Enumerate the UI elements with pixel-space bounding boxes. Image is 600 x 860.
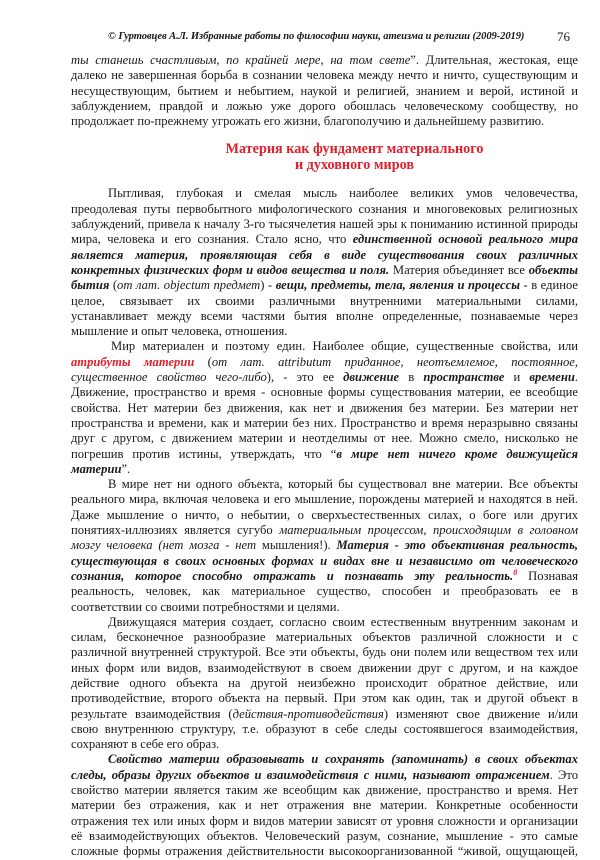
quote-italic: ты станешь счастливым, по крайней мере, на том свете <box>71 53 411 67</box>
intro-paragraph: ты станешь счастливым, по крайней мере, на том свете”. Длительная, жестокая, еще далеко не завершенная борьба в сознании человека между нечто и ничто, существующим и несуществующим, бытием и небытием, наукой и религией, знанием и верой, истиной и заблуждением, правдой и ложью уже дорого обошлась человеческому сообществу, но продолжает по-прежнему угрожать его жизни, благополучию и дальнейшему развитию. <box>71 53 578 129</box>
running-header <box>70 31 570 47</box>
document-body <box>71 53 578 860</box>
paragraph-3: В мире нет ни одного объекта, который бы существовал вне материи. Все объекты реального мира, включая человека и его мышление, порождены материей и находятся в ней. Даже мышление о ничто, о небытии, о сверхъестественных силах, о боге или других понятиях-иллюзиях является сугубо материальным процессом, происходящим в головном мозгу человека (нет мозга - нет мышления!). Материя - это объективная реальность, существующая в своих основных формах и видах вне и независимо от человеческого сознания, которое способно отражать и познавать эту реальность.$^8$ Познавая реальность, человек, как материальное существо, способен и преобразовать ее в соответствии со своими потребностями и целями. <box>71 477 579 614</box>
header-title: © Гуртовцев А.Л. Избранные работы по философии науки, атеизма и религии (2009-2019) <box>108 31 525 42</box>
highlighted-term: атрибуты материи <box>71 354 195 369</box>
paragraph-4: Движущаяся материя создает, согласно своим естественным внутренним законам и силам, бесконечное разнообразие материальных объектов различной сложности и с различной внутренней структурой. Все эти объекты, будь они полем или веществом тех или иных форм или видов, взаимодействуют в своем движении друг с другом, и на каждое действие одного объекта на другой неизбежно происходит обратное действие, или противодействие, второго объекта на первый. При этом как один, так и другой объект в результате взаимодействия (действия-противодействия) изменяют свое движение и/или свою внутреннюю структуру, т.е. образуют в себе следы состоявшегося взаимодействия, сохраняют в себе его образ. <box>71 614 578 752</box>
paragraph-1: Пытливая, глубокая и смелая мысль наиболее великих умов человечества, преодолевая путы первобытного мифологического сознания и многовековых религиозных заблуждений, привела к началу 3-го тысячелетия нашей эры к пониманию истинной природы мира, человека и его сознания. Стало ясно, что единственной основой реального мира является материя, проявляющая себя в виде существования своих различных конкретных физических форм и видов вещества и поля. Материя объединяет все объекты бытия (от лат. objectum предмет) - вещи, предметы, тела, явления и процессы - в единое целое, связывает их своими различными внутренними материальными силами, устанавливает между всеми частями бытия вполне определенные, познаваемые через мышление и опыт человека, отношения. <box>71 186 579 339</box>
footnote-reference[interactable]: 8 <box>513 567 518 577</box>
page-number: 76 <box>557 29 570 44</box>
paragraph-2: Мир материален и поэтому един. Наиболее общие, существенные свойства, или атрибуты материи (от лат. attributum приданное, неотъемлемое, постоянное, существенное свойство чего-либо), - это ее движение в пространстве и времени. Движение, пространство и время - основные формы существования материи, ее всеобщие свойства. Нет материи без движения, как нет и движения без материи. Без материи нет пространства и времени, как и материи без них. Пространство и время неразрывно связаны друг с другом, с движением материи и неотделимы от нее. Можно смело, нисколько не погрешив против истины, утверждать, что “в мире нет ничего кроме движущейся материи”. <box>71 339 579 476</box>
section-heading: Материя как фундамент материального и духовного миров <box>225 141 484 174</box>
paragraph-5: Свойство материи образовывать и сохранять (запоминать) в своих объектах следы, образы других объектов и взаимодействия с ними, называют отражением. Это свойство материи является таким же всеобщим как движение, пространство и время. Нет материи без отражения, как и нет отражения вне материи. Конкретные особенности отражения тех или иных форм и видов материи зависят от уровня сложности и организации её взаимодействующих объектов. Человеческий разум, сознание, мышление - это самые сложные формы отражения действительности высокоорганизованной “живой, ощущающей, <box>71 752 578 859</box>
